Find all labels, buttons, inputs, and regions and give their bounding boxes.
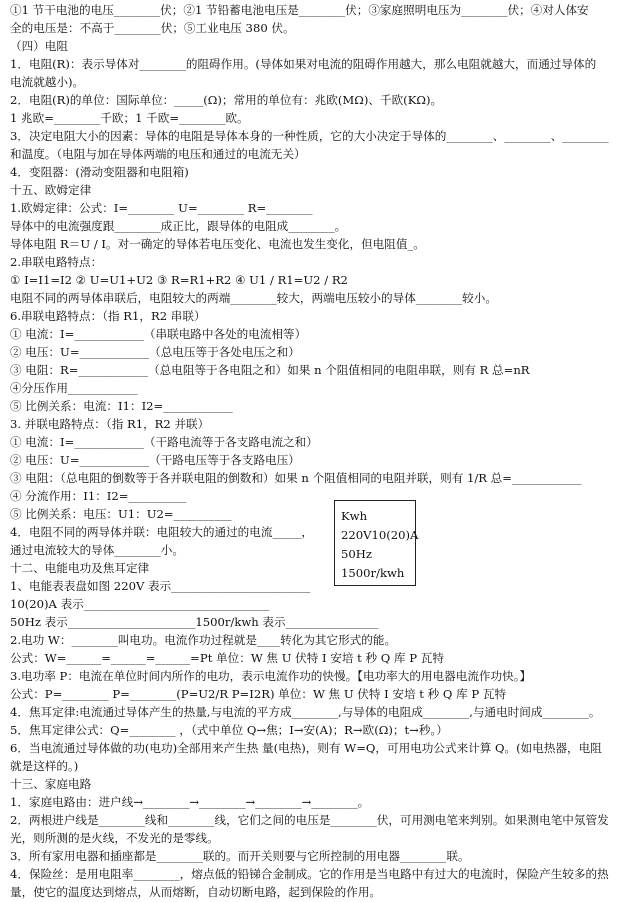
text-line: 4．电阻不同的两导体并联：电阻较大的通过的电流_____， — [10, 525, 314, 539]
text-line: 1．电阻(R)：表示导体对________的阻碍作用。(导体如果对电流的阻碍作用越大，那么电阻就越大，而通过导体的 — [10, 57, 597, 71]
text-line: 2.串联电路特点： — [10, 255, 103, 269]
text-line: 5．焦耳定律公式：Q=________ ，（式中单位 Q→焦；I→安(A)；R→欧(Ω)；t→秒。） — [10, 723, 448, 737]
text-line: 1．家庭电路由：进户线→________→________→________→________。 — [10, 795, 370, 809]
text-line: 4．保险丝：是用电阻率________，熔点低的铅锑合金制成。它的作用是当电路中有过大的电流时，保险产生较多的热 — [10, 867, 609, 881]
text-line: ① 电流：I=____________（串联电路中各处的电流相等） — [10, 327, 307, 341]
section-heading: 十二、电能电功及焦耳定律 — [10, 561, 150, 575]
text-line: 2．电阻(R)的单位：国际单位：_____(Ω)；常用的单位有：兆欧(MΩ)、千欧(KΩ)。 — [10, 93, 443, 107]
section-heading: 十三、家庭电路 — [10, 777, 92, 791]
text-line: 3．所有家用电器和插座都是________联的。而开关则要与它所控制的用电器________联。 — [10, 849, 470, 863]
text-line: 3.电功率 P：电流在单位时间内所作的电功，表示电流作功的快慢。【电功率大的用电器电流作功快。】 — [10, 669, 532, 683]
section-heading: （四）电阻 — [10, 39, 68, 53]
text-line: ① 电流：I=____________（干路电流等于各支路电流之和） — [10, 435, 318, 449]
text-line: 电流就越小)。 — [10, 75, 85, 89]
meter-unit: Kwh — [341, 509, 368, 523]
text-line: 全的电压是：不高于________伏；⑤工业电压 380 伏。 — [10, 21, 295, 35]
text-line: 电阻不同的两导体串联后，电阻较大的两端________较大，两端电压较小的导体________较小。 — [10, 291, 497, 305]
text-line: 1 兆欧=________千欧；1 千欧=________欧。 — [10, 111, 249, 125]
text-line: 通过电流较大的导体________小。 — [10, 543, 184, 557]
section-heading: 十五、欧姆定律 — [10, 183, 92, 197]
text-line: 1.欧姆定律：公式：I=________ U=________ R=________ — [10, 201, 313, 215]
meter-label-box — [334, 500, 419, 586]
text-line: 10(20)A 表示________________________________ — [10, 597, 270, 611]
text-line: 导体中的电流强度跟________成正比，跟导体的电阻成________。 — [10, 219, 347, 233]
text-line: 2.电功 W：________叫电功。电流作功过程就是____转化为其它形式的能。 — [10, 633, 397, 647]
text-line: ⑤ 比例关系：电压：U1：U2=__________ — [10, 507, 232, 521]
text-line: ④分压作用____________ — [10, 381, 138, 395]
text-line: 1、电能表表盘如图 220V 表示________________________ — [10, 579, 311, 593]
text-line: 3．决定电阻大小的因素：导体的电阻是导体本身的一种性质，它的大小决定于导体的________、________、________ — [10, 129, 609, 143]
text-line: 公式：W=______=______=______=Pt 单位：W 焦 U 伏特 I 安培 t 秒 Q 库 P 瓦特 — [10, 651, 444, 665]
text-line: 6.串联电路特点：（指 R1，R2 串联） — [10, 309, 206, 323]
text-line: 3. 并联电路特点：（指 R1，R2 并联） — [10, 417, 210, 431]
text-line: 就是这样的。) — [10, 759, 79, 773]
text-line: ③ 电阻：R=____________（总电阻等于各电阻之和）如果 n 个阻值相同的电阻串联，则有 R 总=nR — [10, 363, 530, 377]
text-line: ② 电压：U=____________（干路电压等于各支路电压） — [10, 453, 300, 467]
meter-constant: 1500r/kwh — [341, 566, 405, 580]
text-line: ⑤ 比例关系：电流：I1：I2=____________ — [10, 399, 233, 413]
text-line: 和温度。（电阻与加在导体两端的电压和通过的电流无关） — [10, 147, 306, 161]
meter-frequency: 50Hz — [341, 547, 372, 561]
text-line: ①1 节干电池的电压________伏；②1 节铅蓄电池电压是________伏；③家庭照明电压为________伏；④对人体安 — [10, 3, 589, 17]
text-line: ② 电压：U=____________（总电压等于各处电压之和） — [10, 345, 300, 359]
text-line: 公式：P=________ P=________(P=U2/R P=I2R) 单位：W 焦 U 伏特 I 安培 t 秒 Q 库 P 瓦特 — [10, 687, 507, 701]
text-line: 光，则所测的是火线，不发光的是零线。 — [10, 831, 219, 845]
text-line: ④ 分流作用：I1：I2=__________ — [10, 489, 187, 503]
text-line: 导体电阻 R＝U / I。对一确定的导体若电压变化、电流也发生变化，但电阻值_。 — [10, 237, 425, 251]
text-line: ① I=I1=I2 ② U=U1+U2 ③ R=R1+R2 ④ U1 / R1=U2 / R2 — [10, 273, 348, 287]
text-line: 6．当电流通过导体做的功(电功)全部用来产生热 量(电热)，则有 W=Q，可用电功公式来计算 Q。(如电热器，电阻 — [10, 741, 602, 755]
text-line: 4．变阻器：(滑动变阻器和电阻箱) — [10, 165, 189, 179]
text-line: 4．焦耳定律:电流通过导体产生的热量,与电流的平方成________,与导体的电阻成________,与通电时间成________。 — [10, 705, 601, 719]
text-line: 2．两根进户线是________线和________线，它们之间的电压是________伏，可用测电笔来判别。如果测电笔中氖管发 — [10, 813, 609, 827]
meter-voltage-current: 220V10(20)A — [341, 528, 419, 542]
text-line: 量，使它的温度达到熔点，从而熔断，自动切断电路，起到保险的作用。 — [10, 885, 382, 899]
text-line: 50Hz 表示______________________1500r/kwh 表示________________ — [10, 615, 379, 629]
text-line: ③ 电阻：（总电阻的倒数等于各并联电阻的倒数和）如果 n 个阻值相同的电阻并联，则有 1/R 总=____________ — [10, 471, 582, 485]
